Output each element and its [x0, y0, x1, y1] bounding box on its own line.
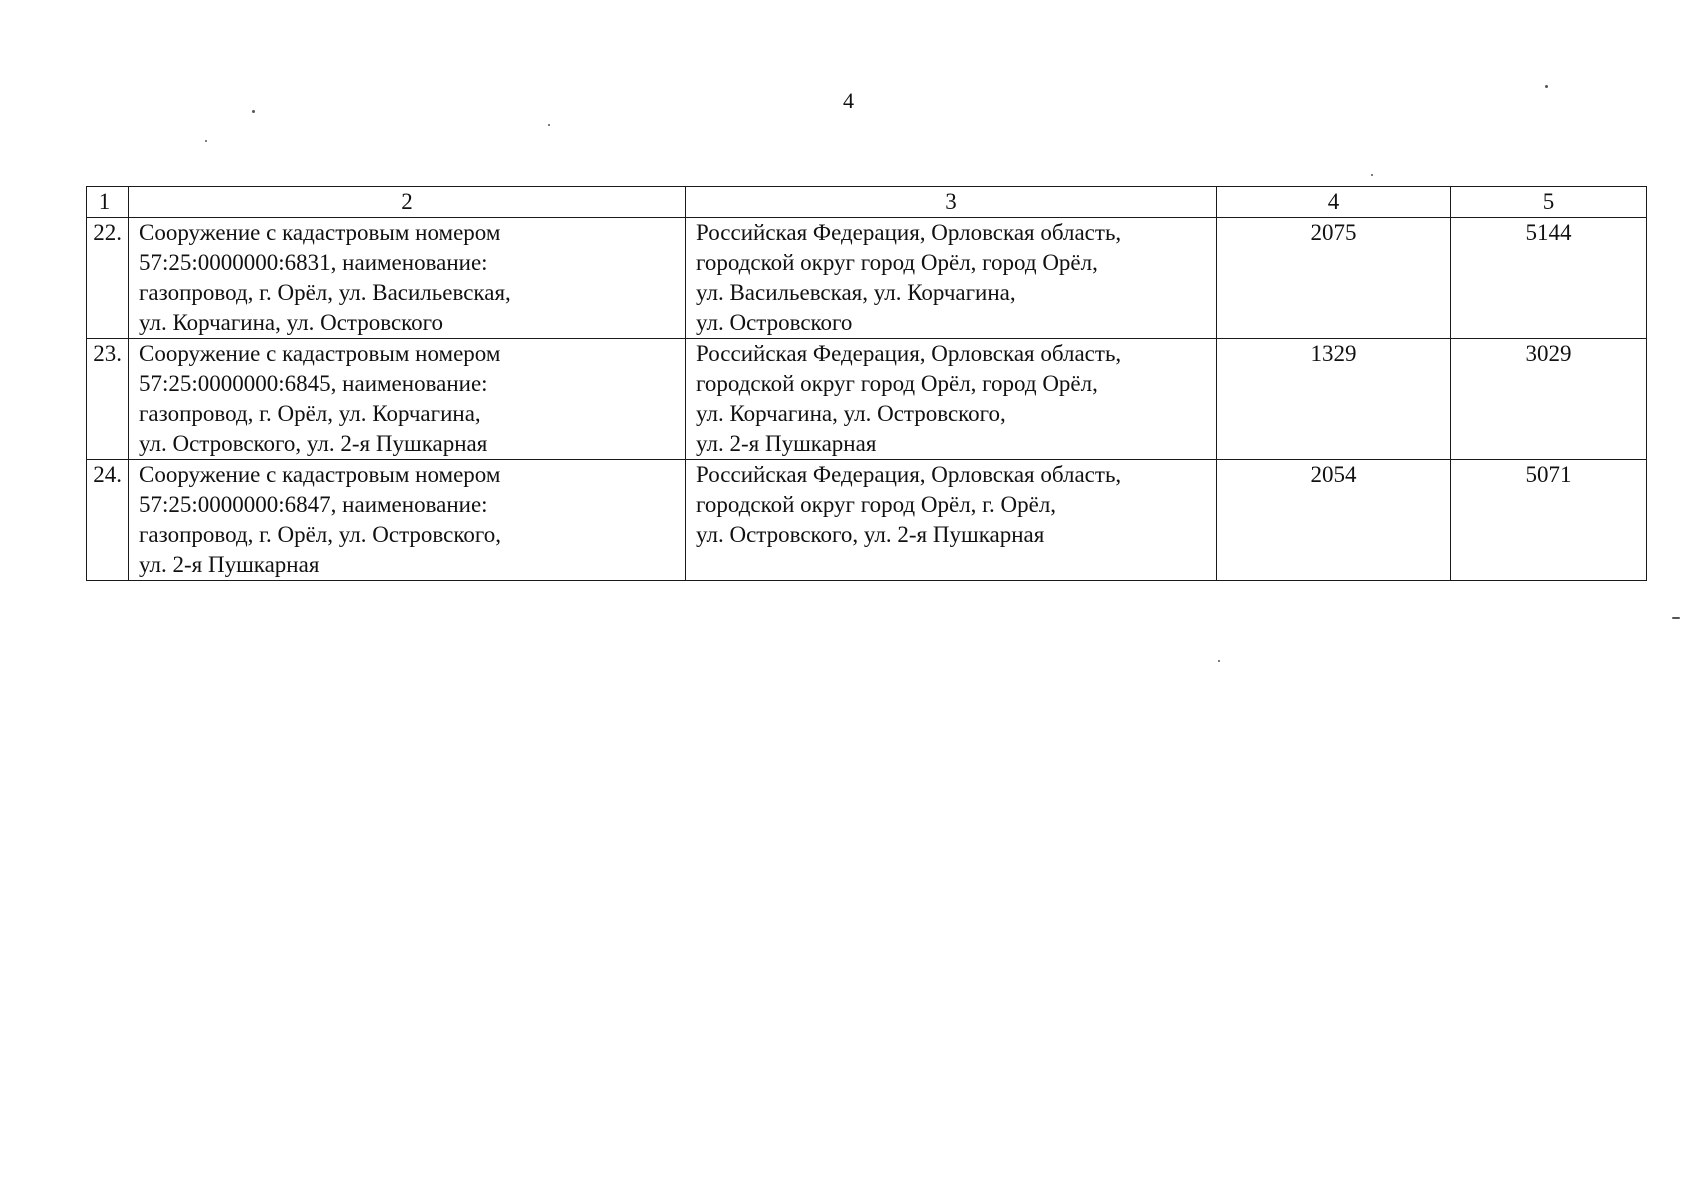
col5-value: 5071	[1451, 460, 1647, 581]
object-line: газопровод, г. Орёл, ул. Васильевская,	[139, 280, 511, 305]
header-col-2: 2	[129, 187, 686, 218]
object-line: 57:25:0000000:6847, наименование:	[139, 492, 488, 517]
scan-speck	[548, 124, 550, 126]
object-line: Сооружение с кадастровым номером	[139, 462, 501, 487]
table-row	[87, 339, 1647, 460]
address-line: Российская Федерация, Орловская область,	[696, 341, 1122, 366]
row-number: 22.	[87, 218, 129, 339]
address-line: городской округ город Орёл, г. Орёл,	[696, 492, 1057, 517]
header-col-3: 3	[686, 187, 1217, 218]
page-number: 4	[843, 88, 854, 113]
address-line: ул. Островского, ул. 2-я Пушкарная	[696, 522, 1045, 547]
scan-speck	[205, 140, 207, 142]
row-number: 24.	[87, 460, 129, 581]
table-row	[87, 218, 1647, 339]
row-number: 23.	[87, 339, 129, 460]
object-address	[686, 218, 1217, 339]
address-line: ул. 2-я Пушкарная	[696, 431, 877, 456]
object-line: ул. Корчагина, ул. Островского	[139, 310, 444, 335]
object-line: Сооружение с кадастровым номером	[139, 220, 501, 245]
scan-speck	[1545, 85, 1548, 88]
col5-value: 3029	[1451, 339, 1647, 460]
scan-speck	[252, 110, 255, 113]
header-col-1: 1	[87, 187, 129, 218]
header-col-5: 5	[1451, 187, 1647, 218]
object-line: газопровод, г. Орёл, ул. Корчагина,	[139, 401, 481, 426]
col5-value: 5144	[1451, 218, 1647, 339]
address-line: Российская Федерация, Орловская область,	[696, 462, 1122, 487]
col4-value: 2075	[1217, 218, 1451, 339]
object-address	[686, 339, 1217, 460]
address-line: Российская Федерация, Орловская область,	[696, 220, 1122, 245]
object-line: 57:25:0000000:6831, наименование:	[139, 250, 488, 275]
address-line: ул. Островского	[696, 310, 853, 335]
registry-table	[86, 186, 1647, 581]
col4-value: 1329	[1217, 339, 1451, 460]
address-line: городской округ город Орёл, город Орёл,	[696, 371, 1098, 396]
col4-value: 2054	[1217, 460, 1451, 581]
address-line: ул. Васильевская, ул. Корчагина,	[696, 280, 1016, 305]
scan-speck	[1218, 660, 1220, 662]
object-line: ул. Островского, ул. 2-я Пушкарная	[139, 431, 488, 456]
object-address	[686, 460, 1217, 581]
object-line: газопровод, г. Орёл, ул. Островского,	[139, 522, 501, 547]
object-description	[129, 218, 686, 339]
object-description	[129, 460, 686, 581]
scan-speck	[1371, 174, 1373, 176]
object-description	[129, 339, 686, 460]
scan-speck	[1672, 617, 1680, 619]
address-line: ул. Корчагина, ул. Островского,	[696, 401, 1006, 426]
table-header-row	[87, 187, 1647, 218]
object-line: Сооружение с кадастровым номером	[139, 341, 501, 366]
header-col-4: 4	[1217, 187, 1451, 218]
table-row	[87, 460, 1647, 581]
address-line: городской округ город Орёл, город Орёл,	[696, 250, 1098, 275]
object-line: ул. 2-я Пушкарная	[139, 552, 320, 577]
object-line: 57:25:0000000:6845, наименование:	[139, 371, 488, 396]
